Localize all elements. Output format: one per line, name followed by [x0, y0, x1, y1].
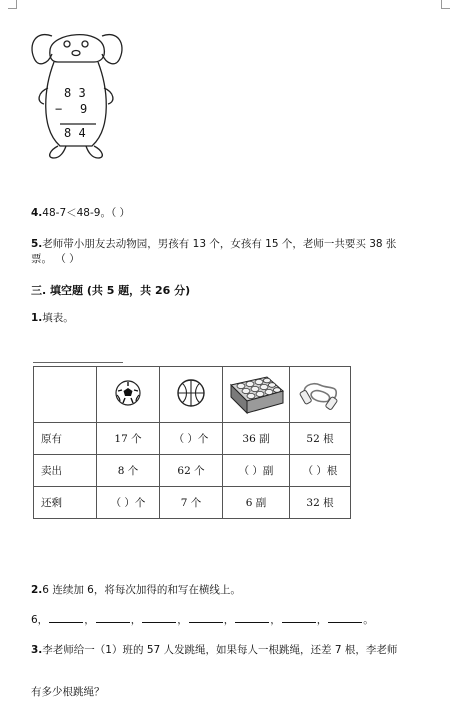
answer-blank[interactable]: [328, 612, 362, 623]
table-header-cell: [290, 367, 351, 423]
separator: ，: [84, 614, 95, 626]
page-corner-mark: [8, 0, 17, 9]
question-number: 4.: [31, 207, 43, 219]
minus-sign: −: [55, 102, 63, 116]
soccer-ball-icon: [114, 379, 142, 407]
jump-rope-icon: [298, 375, 342, 411]
table-cell: 36 副: [223, 423, 290, 455]
answer-blank[interactable]: [96, 612, 130, 623]
fill-question-1: [31, 310, 74, 325]
table-cell: 62 个: [160, 455, 223, 487]
table-cell: 7 个: [160, 487, 223, 519]
table-row: [34, 455, 351, 487]
question-text: 老师带小朋友去动物园，男孩有 13 个，女孩有 15 个，老师一共要买 38 张: [42, 238, 397, 250]
dog-calculation-figure: [18, 18, 138, 168]
tape-box-icon: [227, 371, 285, 415]
table-header-cell: [97, 367, 160, 423]
fill-question-3-line-2: 有多少根跳绳？: [31, 686, 105, 698]
table-corner-cell: [34, 367, 97, 423]
basketball-icon: [176, 378, 206, 408]
question-text: 填表。: [42, 312, 74, 324]
table-header-cell: [160, 367, 223, 423]
table-icon-row: [34, 367, 351, 423]
question-number: 1.: [31, 312, 43, 324]
row-header: 卖出: [34, 455, 97, 487]
table-cell: （ ）个: [160, 423, 223, 455]
start-number: 6，: [31, 614, 49, 626]
fill-question-2: [31, 582, 241, 597]
subtrahend-digit: 9: [80, 102, 88, 116]
question-5-line-2: 票。 （ ）: [31, 253, 80, 265]
question-4: [31, 205, 130, 220]
table-cell: （ ）副: [223, 455, 290, 487]
page-corner-mark: [441, 0, 450, 9]
separator: ，: [177, 614, 188, 626]
fill-table: [33, 366, 351, 519]
table-header-cell: [223, 367, 290, 423]
question-number: 3.: [31, 644, 43, 656]
table-cell: 6 副: [223, 487, 290, 519]
question-5-line-1: [31, 236, 396, 251]
answer-blank[interactable]: [282, 612, 316, 623]
difference-digits: 8 4: [64, 126, 86, 140]
row-header: 还剩: [34, 487, 97, 519]
section-title: 三. 填空题 (共 5 题，共 26 分): [31, 284, 191, 297]
answer-blank[interactable]: [235, 612, 269, 623]
fill-question-3-line-1: [31, 642, 397, 657]
table-top-rule: [33, 362, 123, 363]
answer-blank[interactable]: [49, 612, 83, 623]
separator: ，: [130, 614, 142, 626]
question-text: 48-7＜48-9。（ ）: [42, 207, 131, 219]
table-cell: 52 根: [290, 423, 351, 455]
question-text: 6 连续加 6，将每次加得的和写在横线上。: [42, 584, 241, 596]
separator: ，: [270, 614, 281, 626]
table-cell: （ ）个: [97, 487, 160, 519]
table-cell: 32 根: [290, 487, 351, 519]
table-cell: 17 个: [97, 423, 160, 455]
table-row: [34, 487, 351, 519]
separator: ，: [223, 614, 235, 626]
separator: ，: [316, 614, 328, 626]
answer-blanks-line: [31, 612, 374, 627]
minuend-digits: 8 3: [64, 86, 86, 100]
table-cell: 8 个: [97, 455, 160, 487]
answer-blank[interactable]: [189, 612, 223, 623]
table-row: [34, 423, 351, 455]
table-cell: （ ）根: [290, 455, 351, 487]
question-number: 2.: [31, 584, 43, 596]
question-number: 5.: [31, 238, 43, 250]
answer-blank[interactable]: [142, 612, 176, 623]
end-mark: 。: [363, 614, 374, 626]
question-text: 李老师给一（1）班的 57 人发跳绳，如果每人一根跳绳，还差 7 根，李老师: [42, 644, 398, 656]
row-header: 原有: [34, 423, 97, 455]
